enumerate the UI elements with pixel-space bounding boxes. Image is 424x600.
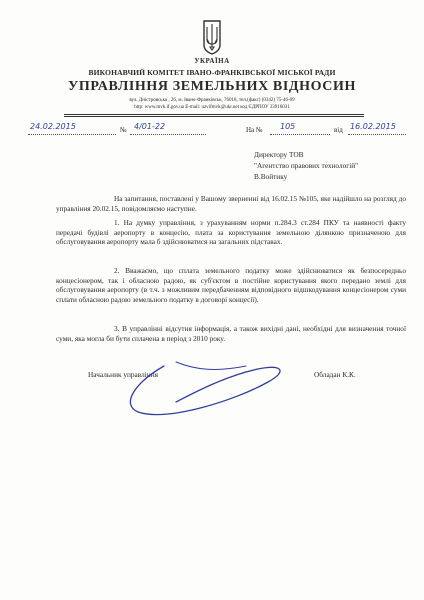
trident-emblem-icon — [201, 19, 223, 55]
outgoing-date: 24.02.2015 — [30, 122, 76, 131]
contact-line: http: www.mvk.if.gov.ua E-mail: uzvifmvk@ukr.net код ЄДРПОУ 33916031 — [134, 105, 290, 110]
addressee-name: В.Войтику — [254, 172, 288, 181]
header-divider-second — [64, 116, 364, 117]
signatory-name: Обладан К.К. — [314, 370, 356, 379]
reference-number-line — [270, 124, 330, 135]
addressee-company: "Агентство правових технологій" — [254, 161, 359, 170]
address-line: вул. Дністровська , 26, м. Івано-Франківськ, 76018, тел.(факс) (0342) 75-46-09 — [129, 98, 295, 103]
department-name: УПРАВЛІННЯ ЗЕМЕЛЬНИХ ВІДНОСИН — [68, 79, 356, 94]
addressee-position: Директору ТОВ — [254, 150, 304, 159]
intro-paragraph: На запитання, поставлені у Вашому зверненні від 16.02.15 №105, яке надійшло на розгляд до управління 20.02.15, повідомляємо наступне. — [56, 194, 406, 213]
reference-number: 105 — [280, 122, 296, 131]
reference-number-label: На № — [246, 126, 263, 134]
reference-date: 16.02.2015 — [350, 122, 396, 131]
country-name: УКРАЇНА — [194, 57, 230, 65]
outgoing-number: 4/01-22 — [134, 122, 166, 131]
paragraph-3: 3. В управлінні відсутня інформація, а також вихідні дані, необхідні для визначення точної суми, яка могла би бути сплачена в період з 2010 року. — [56, 324, 406, 343]
handwritten-signature — [116, 356, 316, 420]
header-divider — [64, 114, 364, 115]
paragraph-2: 2. Вважаємо, що сплата земельного податку може здійснюватися як безпосередньо концесіонером, так і обласною радою, як суб'єктом в постійне користування якого передано землі для обслуговування аеропорту (в т.ч. з можливим передбаченням відповідного відшкодування концесіонером суми сплати обласною радою земельного податку в договорі концесії). — [56, 266, 406, 304]
organization-name: ВИКОНАВЧИЙ КОМІТЕТ ІВАНО-ФРАНКІВСЬКОЇ МІСЬКОЇ РАДИ — [88, 68, 336, 77]
outgoing-number-label: № — [120, 126, 127, 134]
paragraph-1: 1. На думку управління, з урахуванням норми п.284.3 ст.284 ПКУ та наявності факту передачі будівлі аеропорту в концесію, плата за користування земельною ділянкою призначеною для обслуговування аеропорту мала б здійснюватися на загальних підставах. — [56, 218, 406, 247]
signatory-title: Начальник управління — [88, 370, 158, 379]
reference-date-label: від — [334, 126, 343, 134]
